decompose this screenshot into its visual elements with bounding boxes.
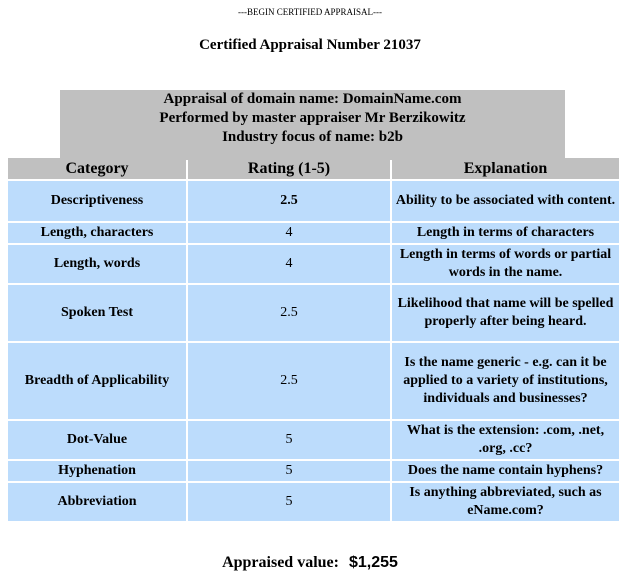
table-row xyxy=(8,483,619,521)
appraised-value xyxy=(0,554,620,572)
cell-explanation: Is anything abbreviated, such as eName.com? xyxy=(392,483,619,521)
begin-appraisal-label: ---BEGIN CERTIFIED APPRAISAL--- xyxy=(238,7,382,17)
cell-explanation: Does the name contain hyphens? xyxy=(392,461,619,481)
cell-explanation: Length in terms of words or partial words in the name. xyxy=(392,245,619,283)
industry-line: Industry focus of name: b2b xyxy=(222,129,403,145)
cell-explanation: Ability to be associated with content. xyxy=(392,181,619,221)
cell-explanation: Is the name generic - e.g. can it be applied to a variety of institutions, individuals and businesses? xyxy=(392,343,619,419)
cell-category: Breadth of Applicability xyxy=(8,343,186,419)
cell-rating: 2.5 xyxy=(188,285,390,341)
cell-category: Length, characters xyxy=(8,223,186,243)
header-explanation: Explanation xyxy=(392,158,619,179)
table-row xyxy=(8,461,619,481)
table-row xyxy=(8,343,619,419)
table-row xyxy=(8,421,619,459)
appraised-value-label: Appraised value: xyxy=(222,554,339,571)
table-row xyxy=(8,245,619,283)
rating-table xyxy=(6,156,620,523)
cell-category: Abbreviation xyxy=(8,483,186,521)
cell-explanation: Length in terms of characters xyxy=(392,223,619,243)
table-row xyxy=(8,223,619,243)
cell-rating: 5 xyxy=(188,421,390,459)
cell-rating: 4 xyxy=(188,245,390,283)
cell-category: Dot-Value xyxy=(8,421,186,459)
cell-rating: 4 xyxy=(188,223,390,243)
table-row xyxy=(8,181,619,221)
cell-category: Descriptiveness xyxy=(8,181,186,221)
cell-explanation: What is the extension: .com, .net, .org, .cc? xyxy=(392,421,619,459)
table-row xyxy=(8,285,619,341)
appraisal-info-box xyxy=(60,90,565,160)
cell-category: Length, words xyxy=(8,245,186,283)
cell-rating: 2.5 xyxy=(188,181,390,221)
header-category: Category xyxy=(8,158,186,179)
cell-rating: 2.5 xyxy=(188,343,390,419)
cell-rating: 5 xyxy=(188,461,390,481)
cell-rating: 5 xyxy=(188,483,390,521)
page-title: Certified Appraisal Number 21037 xyxy=(199,37,421,53)
domain-line: Appraisal of domain name: DomainName.com xyxy=(163,91,462,107)
cell-category: Hyphenation xyxy=(8,461,186,481)
cell-explanation: Likelihood that name will be spelled properly after being heard. xyxy=(392,285,619,341)
cell-category: Spoken Test xyxy=(8,285,186,341)
appraiser-line: Performed by master appraiser Mr Berzikowitz xyxy=(159,110,466,126)
header-rating: Rating (1-5) xyxy=(188,158,390,179)
appraised-value-amount: $1,255 xyxy=(348,554,398,571)
